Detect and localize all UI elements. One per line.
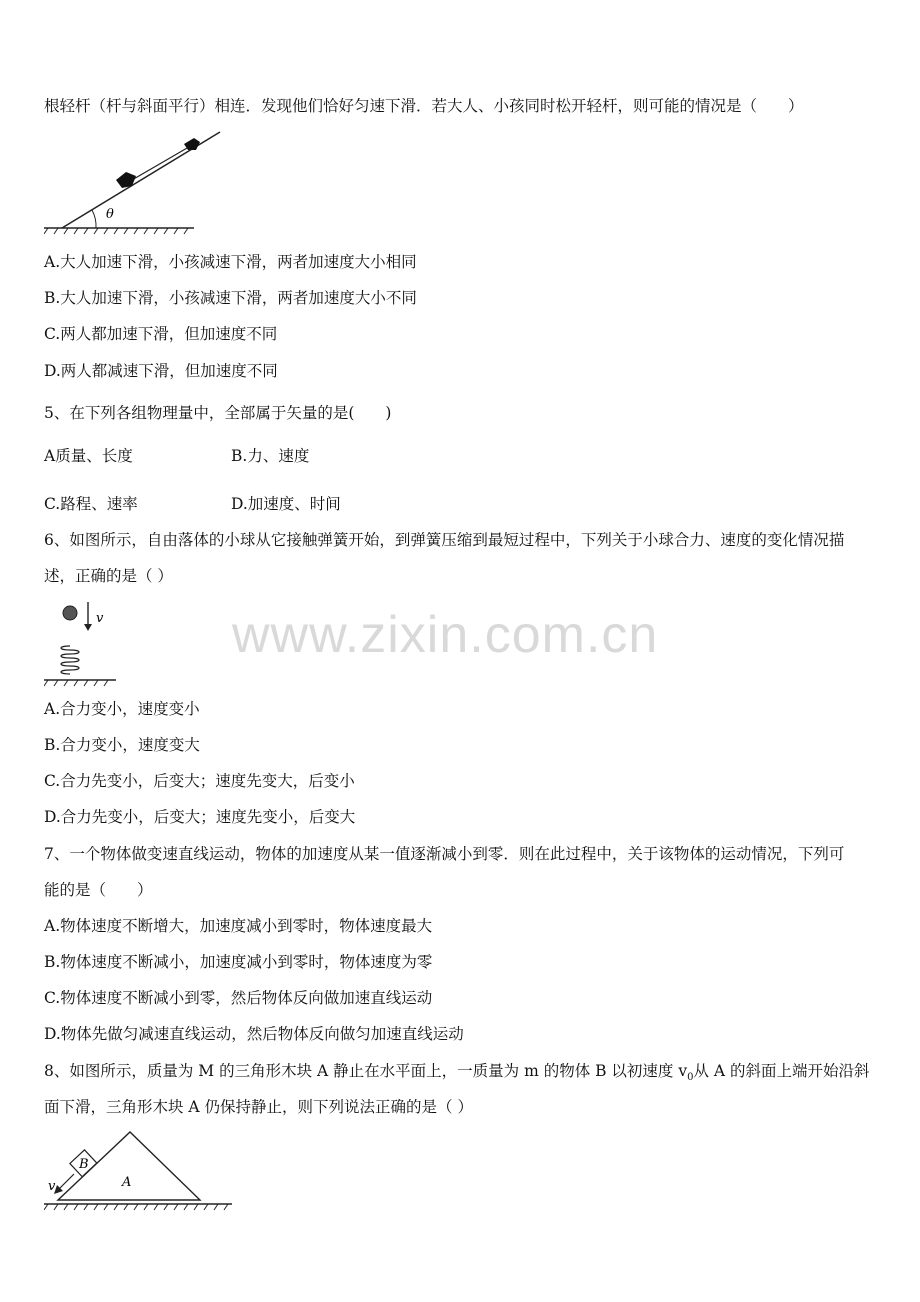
q6-option-a: A.合力变小，速度变小 <box>44 700 200 718</box>
q4-option-d: D.两人都减速下滑，但加速度不同 <box>44 362 278 380</box>
q4-stem: 根轻杆（杆与斜面平行）相连．发现他们恰好匀速下滑．若大人、小孩同时松开轻杆，则可能的情况是（ ） <box>44 97 804 115</box>
A-label: A <box>122 1175 132 1190</box>
ball <box>63 606 77 620</box>
q4-option-b: B.大人加速下滑，小孩减速下滑，两者加速度大小不同 <box>44 289 417 307</box>
q7-option-d: D.物体先做匀减速直线运动，然后物体反向做匀加速直线运动 <box>44 1025 464 1043</box>
incline-figure <box>44 128 234 238</box>
q4-option-c: C.两人都加速下滑，但加速度不同 <box>44 325 278 343</box>
q7-option-c: C.物体速度不断减小到零，然后物体反向做加速直线运动 <box>44 989 433 1007</box>
v-label: v <box>96 611 104 626</box>
q7-option-b: B.物体速度不断减小，加速度减小到零时，物体速度为零 <box>44 953 433 971</box>
v-label: v <box>48 1179 56 1194</box>
q5-option-a: A质量、长度 <box>44 447 133 465</box>
q7-stem-line1: 7、一个物体做变速直线运动，物体的加速度从某一值逐渐减小到零．则在此过程中，关于该物体的运动情况，下列可 <box>44 845 845 863</box>
B-label: B <box>79 1157 89 1172</box>
spring <box>61 646 79 674</box>
q6-option-b: B.合力变小，速度变大 <box>44 736 200 754</box>
spring-ball-figure <box>44 598 124 690</box>
q6-option-c: C.合力先变小，后变大；速度先变大，后变小 <box>44 772 355 790</box>
theta-label: θ <box>106 207 114 222</box>
q6-option-d: D.合力先变小，后变大；速度先变小，后变大 <box>44 808 356 826</box>
q5-option-c: C.路程、速率 <box>44 495 138 513</box>
q6-stem-line1: 6、如图所示，自由落体的小球从它接触弹簧开始，到弹簧压缩到最短过程中，下列关于小球合力、速度的变化情况描 <box>44 531 845 549</box>
q5-stem: 5、在下列各组物理量中，全部属于矢量的是( ) <box>44 404 392 422</box>
q8-stem-line1: 8、如图所示，质量为 M 的三角形木块 A 静止在水平面上，一质量为 m 的物体 B 以初速度 $v_0$从 A 的斜面上端开始沿斜 <box>44 1062 870 1084</box>
q5-option-d: D.加速度、时间 <box>231 495 341 513</box>
q6-stem-line2: 述，正确的是（ ） <box>44 567 173 585</box>
wedge-figure <box>44 1128 236 1218</box>
watermark: www.zixin.com.cn <box>232 606 659 664</box>
q5-option-b: B.力、速度 <box>231 447 310 465</box>
q7-stem-line2: 能的是（ ） <box>44 881 153 899</box>
q8-stem-line2: 面下滑，三角形木块 A 仍保持静止，则下列说法正确的是（ ） <box>44 1098 473 1116</box>
q4-option-a: A.大人加速下滑，小孩减速下滑，两者加速度大小相同 <box>44 253 417 271</box>
q7-option-a: A.物体速度不断增大，加速度减小到零时，物体速度最大 <box>44 917 433 935</box>
